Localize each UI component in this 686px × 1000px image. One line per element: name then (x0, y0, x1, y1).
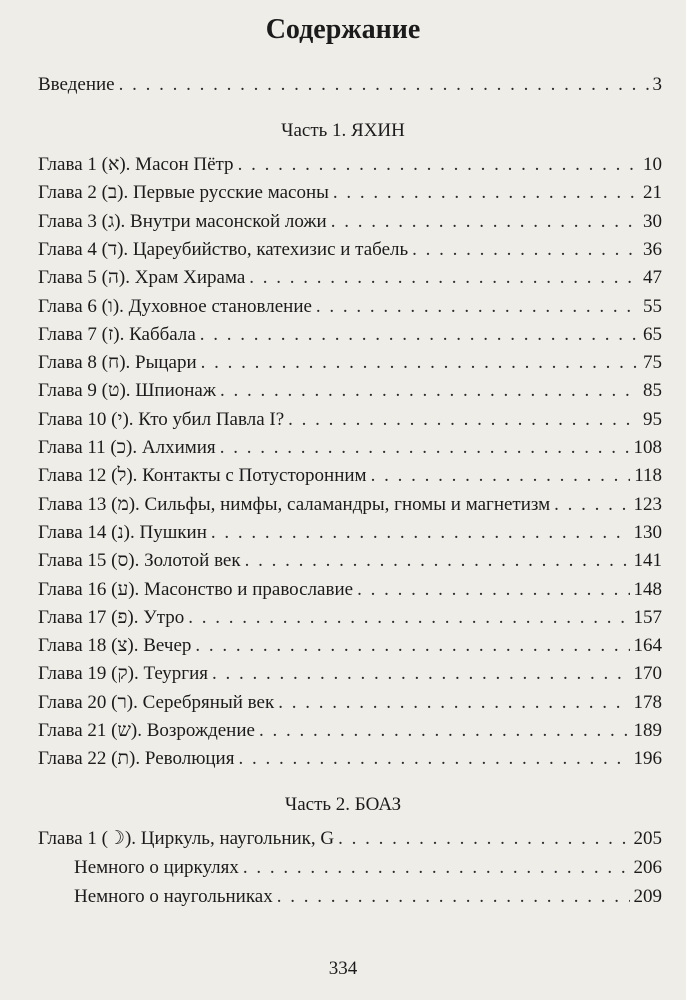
toc-entry[interactable] (38, 265, 662, 291)
toc-entry[interactable] (38, 378, 662, 404)
toc-entry[interactable] (38, 548, 662, 574)
toc-entry-page: 30 (643, 211, 662, 232)
toc-entry[interactable] (38, 237, 662, 263)
leader-dots (333, 180, 639, 206)
toc-entry-label: Глава 20 (ר). Серебряный век (38, 692, 275, 713)
toc-entry-page: 123 (633, 494, 662, 515)
leader-dots (412, 237, 639, 263)
leader-dots (278, 690, 629, 716)
toc-entry[interactable] (38, 407, 662, 433)
toc-entry-label: Глава 18 (צ). Вечер (38, 635, 192, 656)
toc-entry-label: Глава 5 (ה). Храм Хирама (38, 267, 246, 288)
leader-dots (249, 265, 639, 291)
toc-entry-page: 148 (633, 579, 662, 600)
toc-entry-page: 118 (634, 465, 662, 486)
toc-entry-label: Глава 3 (ג). Внутри масонской ложи (38, 211, 327, 232)
toc-entry-page: 205 (633, 828, 662, 849)
toc-entry-page: 75 (643, 352, 662, 373)
toc-entry-label: Глава 17 (פ). Утро (38, 607, 185, 628)
leader-dots (316, 294, 639, 320)
toc-entry-page: 36 (643, 239, 662, 260)
toc-entry-page: 55 (643, 296, 662, 317)
leader-dots (220, 378, 639, 404)
toc-entry-page: 130 (633, 522, 662, 543)
toc-entry-label: Глава 12 (ל). Контакты с Потусторонним (38, 465, 367, 486)
toc-entry-page: 108 (633, 437, 662, 458)
toc-entry-label: Глава 19 (ק). Теургия (38, 663, 208, 684)
leader-dots (212, 661, 630, 687)
leader-dots (238, 152, 639, 178)
toc-entry-label: Введение (38, 74, 115, 95)
toc-entry-label: Глава 4 (ד). Цареубийство, катехизис и табель (38, 239, 409, 260)
toc-entry[interactable] (38, 322, 662, 348)
toc-subentry[interactable] (74, 884, 662, 910)
toc-subentry[interactable] (74, 855, 662, 881)
toc-entry-label: Глава 11 (כ). Алхимия (38, 437, 216, 458)
toc-entry-label: Глава 8 (ח). Рыцари (38, 352, 197, 373)
toc-entry-label: Глава 2 (ב). Первые русские масоны (38, 182, 329, 203)
toc-entry-page: 10 (643, 154, 662, 175)
leader-dots (211, 520, 630, 546)
toc-entry-page: 85 (643, 380, 662, 401)
toc-entry[interactable] (38, 350, 662, 376)
part1-heading: Часть 1. ЯХИН (281, 120, 405, 141)
leader-dots (238, 746, 629, 772)
toc-entry[interactable] (38, 294, 662, 320)
toc-entry-intro[interactable] (38, 72, 662, 98)
leader-dots (200, 322, 639, 348)
leader-dots (331, 209, 639, 235)
toc-entry-page: 3 (652, 74, 662, 95)
toc-entry[interactable] (38, 152, 662, 178)
toc-entry-page: 164 (633, 635, 662, 656)
toc-entry-page: 209 (633, 886, 662, 907)
toc-entry-label: Глава 13 (מ). Сильфы, нимфы, саламандры, гномы и магнетизм (38, 494, 551, 515)
toc-entry-label: Немного о наугольниках (74, 886, 273, 907)
leader-dots (119, 72, 649, 98)
leader-dots (338, 826, 629, 852)
toc-entry-label: Глава 21 (ש). Возрождение (38, 720, 255, 741)
toc-entry[interactable] (38, 492, 662, 518)
toc-entry[interactable] (38, 690, 662, 716)
leader-dots (195, 633, 629, 659)
toc-entry[interactable] (38, 577, 662, 603)
leader-dots (245, 548, 630, 574)
toc-entry-label: Глава 1 (א). Масон Пётр (38, 154, 234, 175)
leader-dots (288, 407, 639, 433)
toc-entry[interactable] (38, 435, 662, 461)
toc-entry-label: Глава 1 (☽). Циркуль, наугольник, G (38, 828, 335, 849)
toc-entry-label: Глава 7 (ז). Каббала (38, 324, 196, 345)
toc-entry-page: 47 (643, 267, 662, 288)
leader-dots (357, 577, 629, 603)
page-number: 334 (328, 958, 358, 979)
toc-entry-page: 65 (643, 324, 662, 345)
toc-entry[interactable] (38, 661, 662, 687)
toc-entry-page: 189 (633, 720, 662, 741)
toc-entry-page: 206 (633, 857, 662, 878)
page-title: Содержание (265, 14, 421, 45)
leader-dots (220, 435, 630, 461)
toc-entry[interactable] (38, 746, 662, 772)
leader-dots (188, 605, 629, 631)
part2-heading: Часть 2. БОАЗ (284, 794, 402, 815)
toc-entry-label: Глава 10 (י). Кто убил Павла I? (38, 409, 285, 430)
toc-entry-label: Глава 6 (ו). Духовное становление (38, 296, 312, 317)
toc-entry[interactable] (38, 209, 662, 235)
toc-entry[interactable] (38, 463, 662, 489)
toc-entry-label: Глава 14 (נ). Пушкин (38, 522, 207, 543)
toc-entry-page: 196 (633, 748, 662, 769)
toc-entry[interactable] (38, 180, 662, 206)
leader-dots (277, 884, 630, 910)
leader-dots (243, 855, 630, 881)
toc-entry-page: 21 (643, 182, 662, 203)
toc-entry-page: 95 (643, 409, 662, 430)
leader-dots (201, 350, 639, 376)
leader-dots (259, 718, 630, 744)
toc-entry-page: 170 (633, 663, 662, 684)
toc-entry-label: Немного о циркулях (74, 857, 239, 878)
toc-entry-page: 157 (633, 607, 662, 628)
toc-entry-label: Глава 15 (ס). Золотой век (38, 550, 241, 571)
toc-entry-page: 141 (633, 550, 662, 571)
toc-entry-page: 178 (633, 692, 662, 713)
toc-entry[interactable] (38, 520, 662, 546)
toc-entry[interactable] (38, 718, 662, 744)
toc-entry[interactable] (38, 605, 662, 631)
leader-dots (371, 463, 631, 489)
toc-entry-label: Глава 22 (ת). Революция (38, 748, 235, 769)
toc-entry-label: Глава 9 (ט). Шпионаж (38, 380, 216, 401)
toc-entry-label: Глава 16 (ע). Масонство и православие (38, 579, 354, 600)
toc-entry[interactable] (38, 826, 662, 852)
leader-dots (554, 492, 629, 518)
toc-entry[interactable] (38, 633, 662, 659)
